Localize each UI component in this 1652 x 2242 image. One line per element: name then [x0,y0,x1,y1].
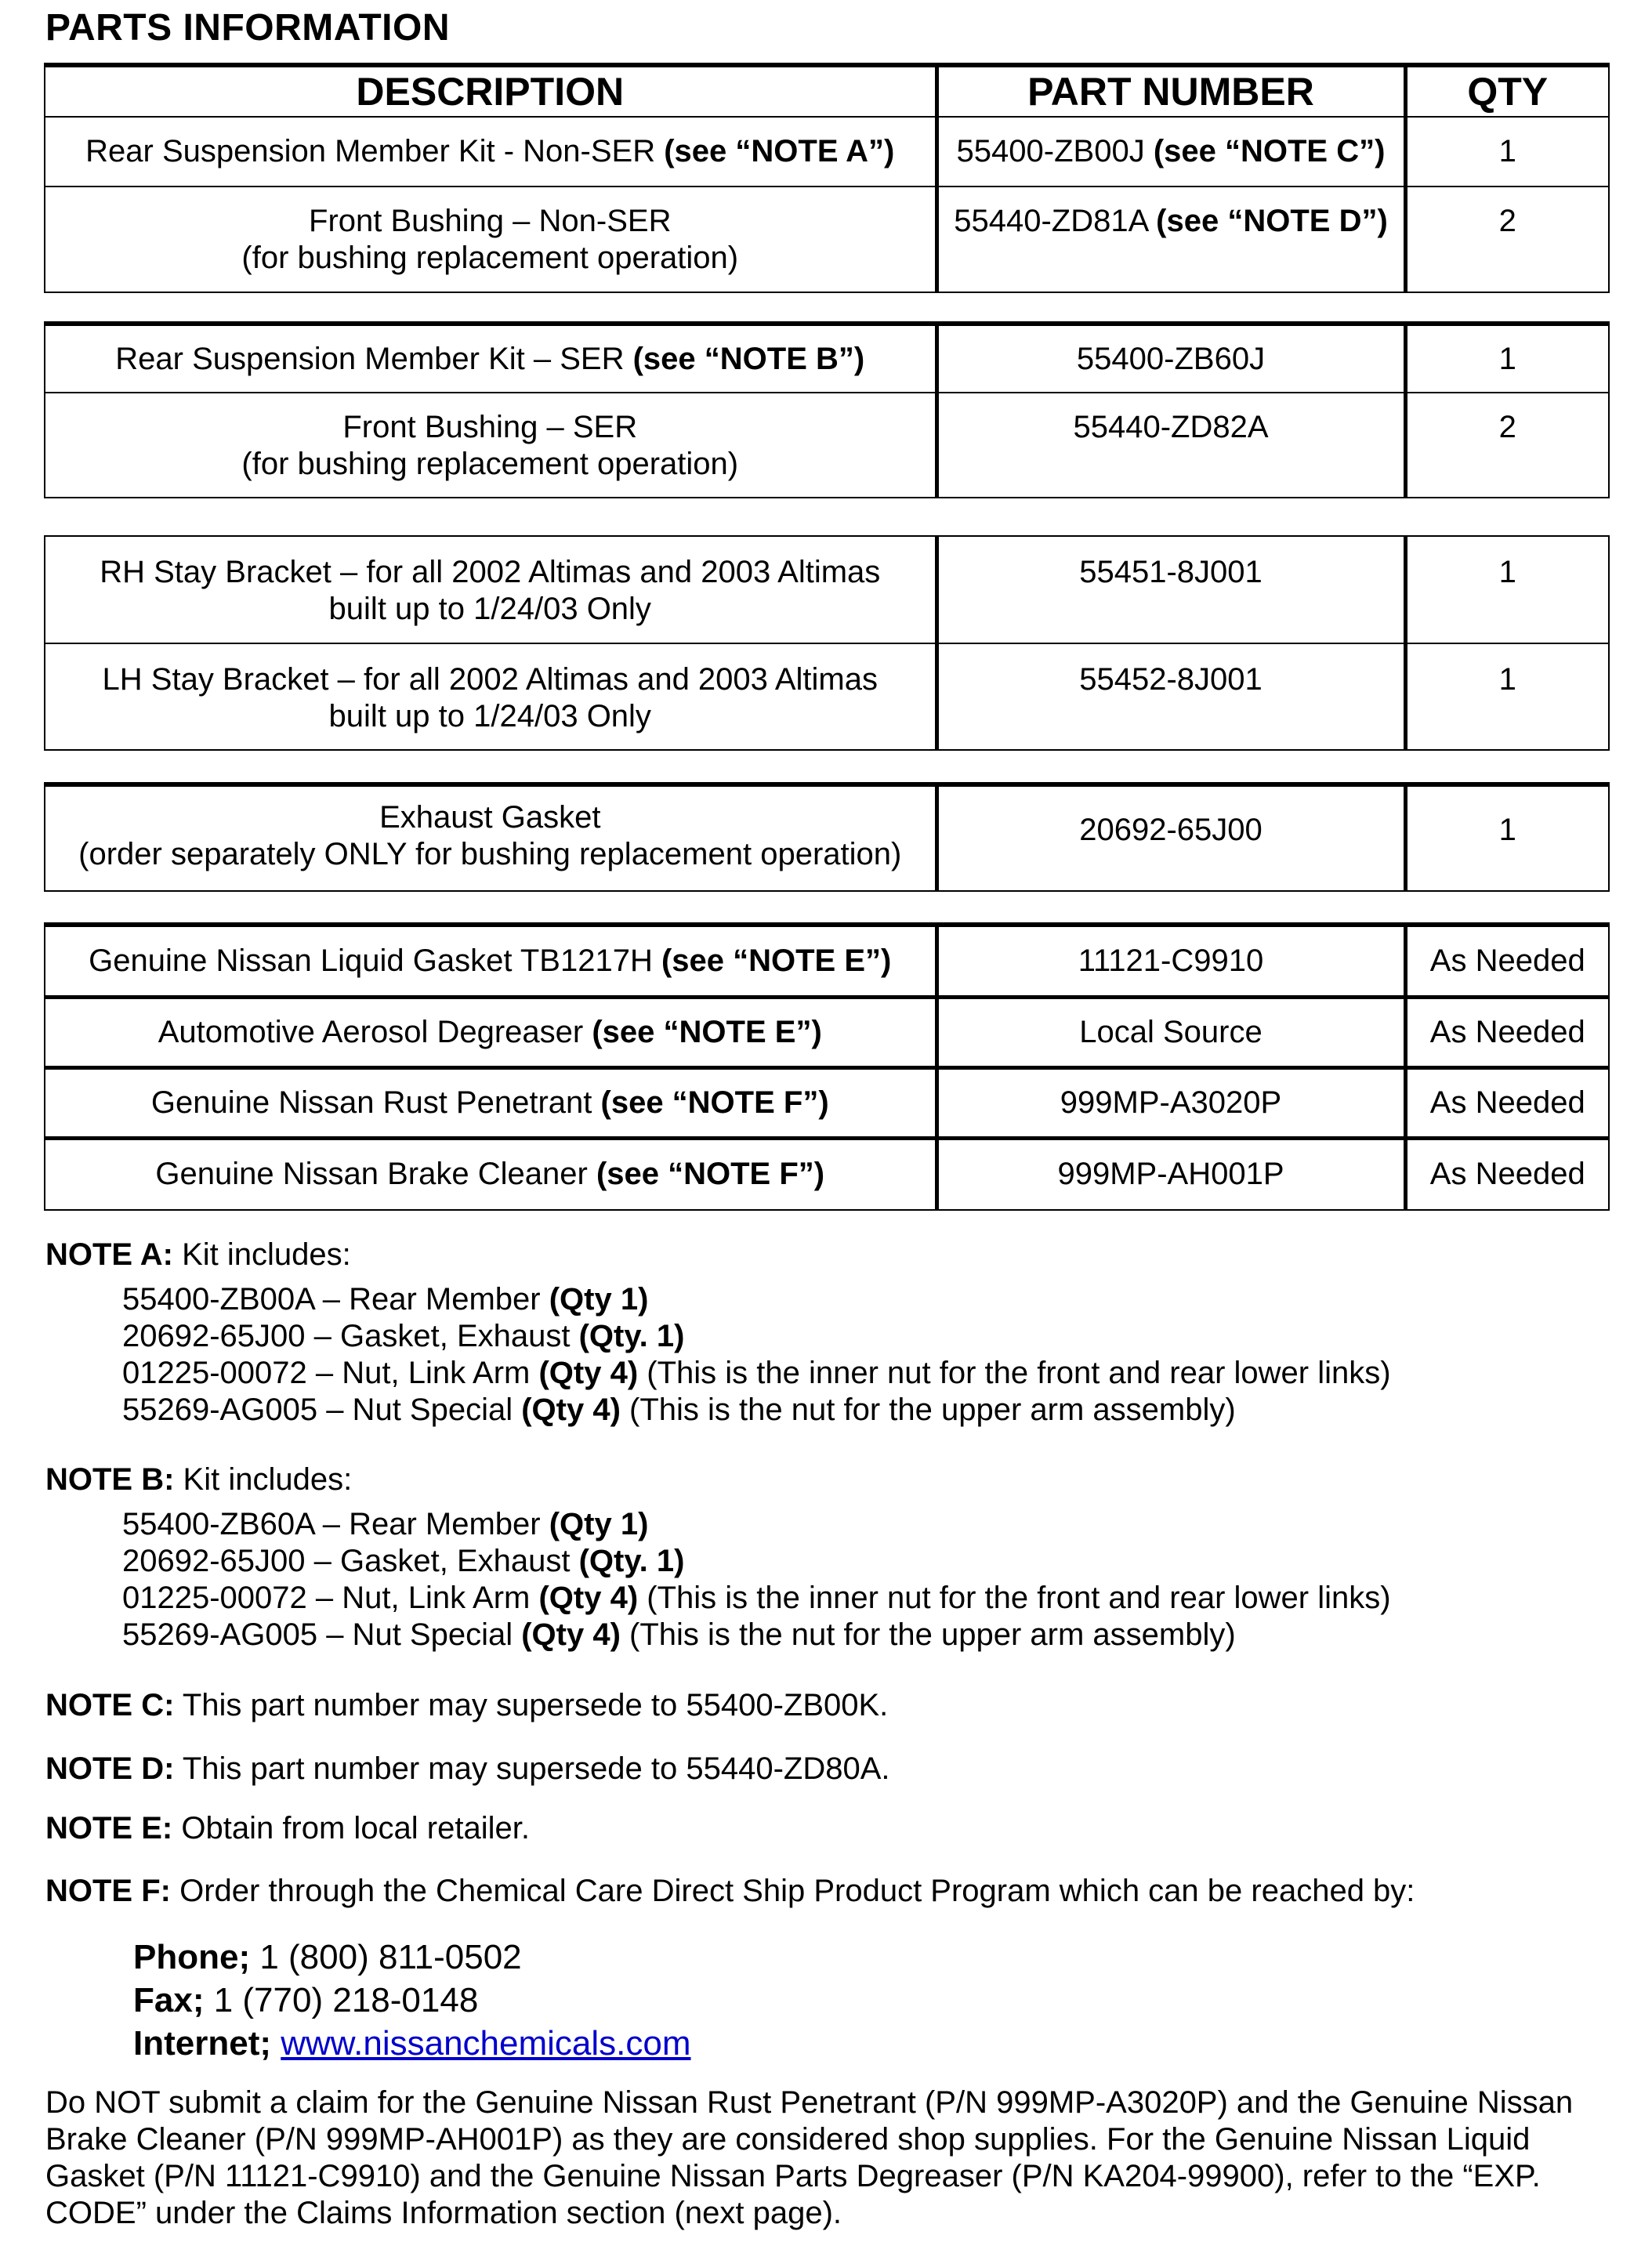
note-b-item: 55400-ZB60A – Rear Member (Qty 1) [122,1507,649,1541]
contact-internet: Internet; www.nissanchemicals.com [133,2024,691,2063]
row-part-number: Local Source [936,997,1405,1067]
table-row [45,1067,1609,1138]
note-a-item: 20692-65J00 – Gasket, Exhaust (Qty. 1) [122,1319,685,1353]
parts-table-group-5 [44,922,1610,1211]
footer-paragraph: Do NOT submit a claim for the Genuine Nissan Rust Penetrant (P/N 999MP-A3020P) and the Genuine Nissan Brake Cleaner (P/N 999MP-AH001P) as they are considered shop supplies. For the Genuine Nissan Liquid Gasket (P/N 11121-C9910) and the Genuine Nissan Parts Degreaser (P/N KA204-99900), refer to the “EXP. CODE” under the Claims Information section (next page). [45,2085,1574,2230]
table-row [45,393,1609,498]
row-description: Genuine Nissan Rust Penetrant (see “NOTE F”) [45,1067,936,1138]
note-a-item: 55400-ZB00A – Rear Member (Qty 1) [122,1282,649,1317]
parts-table-group-2 [44,321,1610,498]
note-d: NOTE D: This part number may supersede to 55440-ZD80A. [45,1751,890,1786]
row-part-number: 999MP-A3020P [936,1067,1405,1138]
table-row [45,784,1609,891]
table-row [45,1138,1609,1210]
table-header-row [45,65,1609,117]
row-qty: As Needed [1405,997,1609,1067]
header-description: DESCRIPTION [45,65,936,117]
row-description: Rear Suspension Member Kit - Non-SER (see “NOTE A”) [45,117,936,187]
row-part-number: 55440-ZD82A [936,393,1405,498]
note-a-item: 55269-AG005 – Nut Special (Qty 4) (This is the nut for the upper arm assembly) [122,1393,1236,1427]
row-description: RH Stay Bracket – for all 2002 Altimas and 2003 Altimas built up to 1/24/03 Only [45,536,936,643]
row-qty: 1 [1405,643,1609,750]
note-a-item: 01225-00072 – Nut, Link Arm (Qty 4) (This is the inner nut for the front and rear lower links) [122,1356,1391,1390]
row-description: Rear Suspension Member Kit – SER (see “NOTE B”) [45,324,936,393]
header-part-number: PART NUMBER [936,65,1405,117]
row-part-number: 55440-ZD81A (see “NOTE D”) [936,187,1405,292]
row-part-number: 11121-C9910 [936,925,1405,997]
note-c: NOTE C: This part number may supersede to 55400-ZB00K. [45,1688,889,1722]
row-qty: 1 [1405,784,1609,891]
row-qty: As Needed [1405,925,1609,997]
contact-block [133,1936,691,2065]
row-part-number: 55452-8J001 [936,643,1405,750]
row-qty: As Needed [1405,1138,1609,1210]
table-row [45,997,1609,1067]
note-b-item: 01225-00072 – Nut, Link Arm (Qty 4) (This is the inner nut for the front and rear lower links) [122,1581,1391,1615]
note-f: NOTE F: Order through the Chemical Care Direct Ship Product Program which can be reached by: [45,1874,1415,1908]
parts-table-group-3 [44,535,1610,751]
row-description: Genuine Nissan Liquid Gasket TB1217H (see “NOTE E”) [45,925,936,997]
table-row [45,117,1609,187]
table-row [45,925,1609,997]
table-row [45,324,1609,393]
row-qty: 1 [1405,536,1609,643]
row-part-number: 20692-65J00 [936,784,1405,891]
row-part-number: 55400-ZB60J [936,324,1405,393]
row-part-number: 55451-8J001 [936,536,1405,643]
page-title: PARTS INFORMATION [45,7,451,49]
contact-phone: Phone; 1 (800) 811-0502 [133,1938,522,1976]
row-qty: 2 [1405,187,1609,292]
note-b: NOTE B: Kit includes: 55400-ZB60A – Rear Member (Qty 1) 20692-65J00 – Gasket, Exhaust (Qty. 1) 01225-00072 – Nut, Link Arm (Qty 4) (This is the inner nut for the front and rear lower links) 55269-AG005 – Nut Special (Qty 4) (This is the nut for the upper arm assembly) [45,1462,1391,1652]
row-description: LH Stay Bracket – for all 2002 Altimas and 2003 Altimas built up to 1/24/03 Only [45,643,936,750]
parts-table-group-4 [44,782,1610,892]
row-description: Front Bushing – SER (for bushing replacement operation) [45,393,936,498]
row-description: Front Bushing – Non-SER (for bushing replacement operation) [45,187,936,292]
row-qty: 1 [1405,324,1609,393]
row-description: Automotive Aerosol Degreaser (see “NOTE E”) [45,997,936,1067]
row-qty: As Needed [1405,1067,1609,1138]
header-qty: QTY [1405,65,1609,117]
note-b-item: 20692-65J00 – Gasket, Exhaust (Qty. 1) [122,1544,685,1578]
row-description: Genuine Nissan Brake Cleaner (see “NOTE F”) [45,1138,936,1210]
contact-fax: Fax; 1 (770) 218-0148 [133,1981,479,2019]
website-link[interactable]: www.nissanchemicals.com [281,2024,691,2063]
row-qty: 2 [1405,393,1609,498]
row-part-number: 55400-ZB00J (see “NOTE C”) [936,117,1405,187]
note-e: NOTE E: Obtain from local retailer. [45,1811,530,1845]
note-a: NOTE A: Kit includes: 55400-ZB00A – Rear Member (Qty 1) 20692-65J00 – Gasket, Exhaust (Qty. 1) 01225-00072 – Nut, Link Arm (Qty 4) (This is the inner nut for the front and rear lower links) 55269-AG005 – Nut Special (Qty 4) (This is the nut for the upper arm assembly) [45,1237,1391,1427]
row-qty: 1 [1405,117,1609,187]
parts-table-group-1 [44,63,1610,293]
table-row [45,643,1609,750]
note-b-item: 55269-AG005 – Nut Special (Qty 4) (This is the nut for the upper arm assembly) [122,1617,1236,1652]
table-row [45,536,1609,643]
row-part-number: 999MP-AH001P [936,1138,1405,1210]
row-description: Exhaust Gasket (order separately ONLY for bushing replacement operation) [45,784,936,891]
table-row [45,187,1609,292]
